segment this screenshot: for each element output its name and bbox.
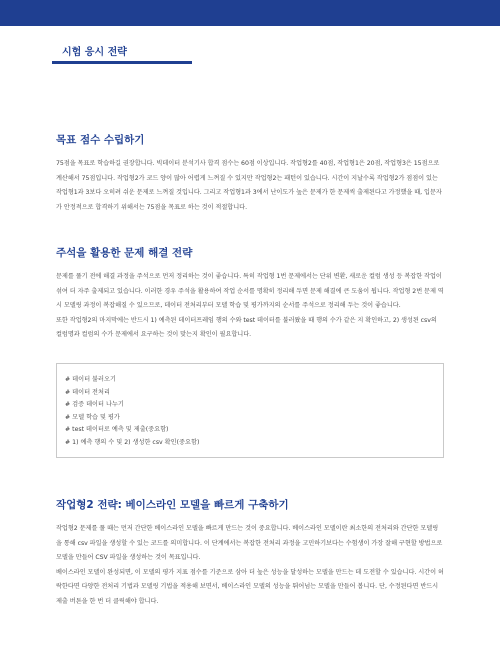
section-title: 주석을 활용한 문제 해결 전략 — [56, 247, 193, 259]
paragraph: 작업형2 문제를 풀 때는 먼저 간단한 베이스라인 모델을 빠르게 만드는 것이 중요합니다. 베이스라인 모델이란 최소한의 전처리와 간단한 모델링을 통해 csv 파일을 생성할 수 있는 코드를 의미합니다. 이 단계에서는 복잡한 전처리 과정을 고민하기보다는 수험생이 가장 잘해 구현할 방법으로 모델을 만들어 CSV 파일을 생성하는 것이 목표입니다. — [56, 525, 443, 561]
chapter-title: 시험 응시 전략 — [62, 47, 127, 58]
code-line: # 1) 예측 행의 수 및 2) 생성한 csv 확인(중요함) — [65, 438, 200, 446]
code-line: # 데이터 전처리 — [65, 388, 110, 396]
code-line: # 모델 학습 및 평가 — [65, 413, 120, 421]
section-title: 작업형2 전략: 베이스라인 모델을 빠르게 구축하기 — [56, 499, 289, 511]
code-line: # 데이터 불러오기 — [65, 376, 116, 383]
paragraph: 베이스라인 모델이 완성되면, 이 모델의 평가 지표 점수를 기준으로 삼아 더 높은 성능을 달성하는 모델을 만드는 데 도전할 수 있습니다. 시간이 허락한다면 다양한 전처리 기법과 모델링 기법을 적용해 보면서, 베이스라인 모델의 성능을 뛰어넘는 모델을 만들어 봅니다. 단, 수정된다면 반드시 제출 버튼을 한 번 더 클릭해야 합니다. — [56, 568, 444, 605]
code-line: # 검증 데이터 나누기 — [65, 401, 124, 408]
comment-code-box — [56, 363, 444, 458]
chapter-tab — [52, 26, 192, 64]
section-baseline-strategy — [56, 497, 444, 609]
paragraph: 문제를 풀기 전에 해결 과정을 주석으로 먼저 정리하는 것이 좋습니다. 특히 작업형 1번 문제에서는 단위 변환, 새로운 컬럼 생성 등 복잡한 작업이 섞여 더 자주 출제되고 있습니다. 이러한 경우 주석을 활용하여 작업 순서를 명확히 정리해 두면 문제 해결에 큰 도움이 됩니다. 작업형 2번 문제 역시 모델링 과정이 복잡해질 수 있으므로, 데이터 전처리부터 모델 학습 및 평가까지의 순서를 주석으로 정리해 두는 것이 좋습니다. — [56, 273, 444, 309]
paragraph: 75점을 목표로 학습하길 권장합니다. 빅데이터 분석기사 합격 점수는 60점 이상입니다. 작업형2를 40점, 작업형1은 20점, 작업형3은 15점으로 계산해서 75점입니다. 작업형2가 코드 양이 많아 어렵게 느껴질 수 있지만 작업형2는 패턴이 있습니다. 시간이 지날수록 작업형2가 점점이 있는 작업형1과 3보다 오히려 쉬운 문제로 느껴질 것입니다. 그리고 작업형1과 3에서 난이도가 높은 문제가 한 문제씩 출제된다고 가정했을 때, 입문자가 안정적으로 합격하기 위해서는 75점을 목표로 하는 것이 적절합니다. — [56, 160, 442, 211]
code-line: # test 데이터로 예측 및 제출(중요함) — [65, 426, 169, 433]
header-band — [0, 0, 500, 26]
section-comment-strategy — [56, 245, 444, 343]
section-target-score — [56, 132, 444, 215]
paragraph: 또한 작업형2의 마지막에는 반드시 1) 예측된 데이터프레임 행의 수와 test 데이터를 불러왔을 때 행의 수가 같은 지 확인하고, 2) 생성된 csv의 컬럼명과 컬럼의 수가 문제에서 요구하는 것이 맞는지 확인이 필요합니다. — [56, 316, 437, 338]
section-title: 목표 점수 수립하기 — [56, 134, 145, 146]
